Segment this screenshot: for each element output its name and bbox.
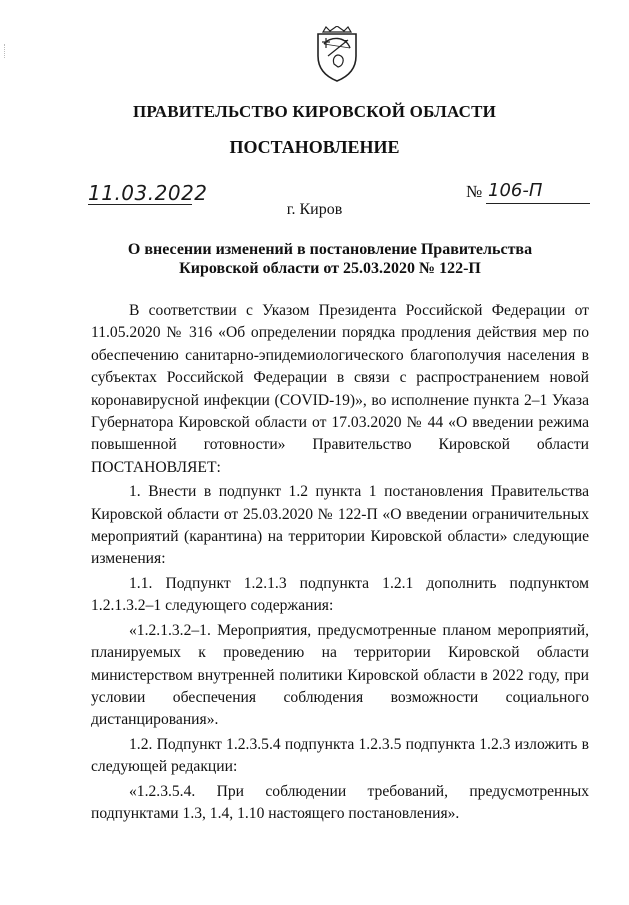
title-line-2: Кировской области от 25.03.2020 № 122-П bbox=[179, 260, 481, 277]
document-type: ПОСТАНОВЛЕНИЕ bbox=[229, 137, 400, 157]
document-date: 11.03.2022 bbox=[88, 181, 208, 205]
paragraph-item-1-1: 1.1. Подпункт 1.2.1.3 подпункта 1.2.1 дополнить подпунктом 1.2.1.3.2–1 следующего содержания: bbox=[91, 574, 589, 615]
city: г. Киров bbox=[286, 201, 343, 218]
number-label: № bbox=[466, 182, 483, 201]
paragraph-quote-1: «1.2.1.3.2–1. Мероприятия, предусмотренные планом мероприятий, планируемых к проведению на территории Кировской области министерством внутренней политики Кировской области в 2022 году, при условии обеспечения соблюдения возможности социального дистанцирования». bbox=[91, 621, 589, 729]
document-title bbox=[60, 240, 600, 278]
title-line-1: О внесении изменений в постановление Правительства bbox=[127, 241, 533, 258]
document-number: 106-П bbox=[488, 180, 543, 201]
paragraph-quote-2: «1.2.3.5.4. При соблюдении требований, предусмотренных подпунктами 1.3, 1.4, 1.10 настоящего постановления». bbox=[91, 782, 589, 822]
organization-name: ПРАВИТЕЛЬСТВО КИРОВСКОЙ ОБЛАСТИ bbox=[132, 102, 497, 121]
paragraph-item-1: 1. Внести в подпункт 1.2 пункта 1 постановления Правительства Кировской области от 25.03.2020 № 122-П «О введении ограничительных мероприятий (карантина) на территории Кировской области» следующие изменения: bbox=[91, 483, 589, 568]
paragraph-item-1-2: 1.2. Подпункт 1.2.3.5.4 подпункта 1.2.3.5 подпункта 1.2.3 изложить в следующей редакции: bbox=[91, 735, 589, 776]
paragraph-preamble: В соответствии с Указом Президента Российской Федерации от 11.05.2020 № 316 «Об определении порядка продления действия мер по обеспечению санитарно-эпидемиологического благополучия населения в субъектах Российской Федерации в связи с распространением новой коронавирусной инфекции (COVID-19)», во исполнение пункта 2–1 Указа Губернатора Кировской области от 17.03.2020 № 44 «О введении режима повышенной готовности» Правительство Кировской области ПОСТАНОВЛЯЕТ: bbox=[91, 302, 589, 476]
document-body bbox=[91, 300, 589, 825]
scan-margin-mark bbox=[4, 44, 6, 58]
coat-of-arms-icon bbox=[314, 26, 360, 82]
